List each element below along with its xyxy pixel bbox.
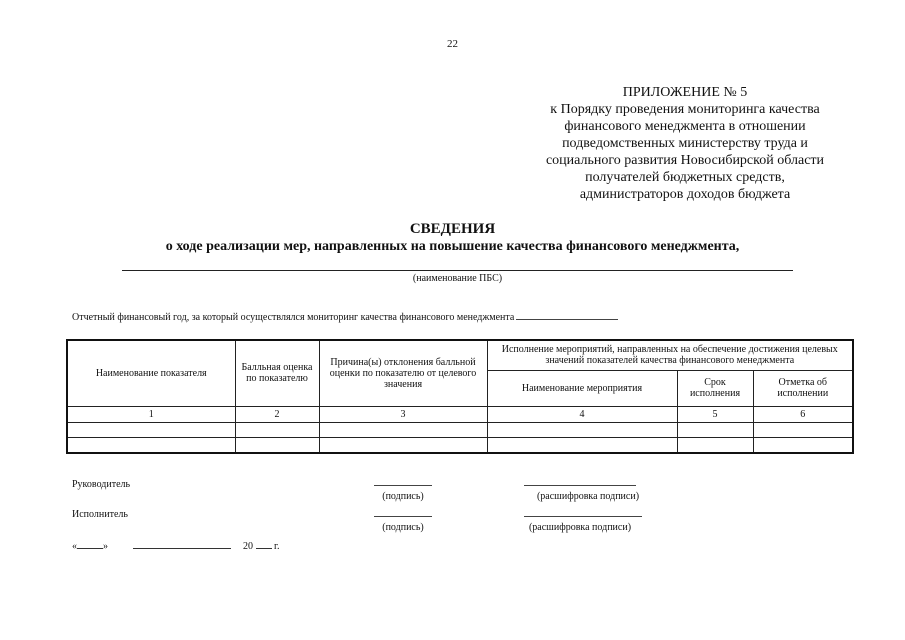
page-number: 22 [447,38,458,50]
column-number: 3 [319,406,487,422]
executor-signature-caption: (подпись) [382,522,424,533]
table-cell[interactable] [753,437,853,453]
col-completion-mark: Отметка об исполнении [753,370,853,406]
table-cell[interactable] [753,422,853,437]
date-day-blank [77,539,103,549]
appendix-line: к Порядку проведения мониторинга качества [550,102,820,117]
date-month-blank [133,539,231,549]
head-signature-caption: (подпись) [382,491,424,502]
table-row [67,422,853,437]
table-row [67,437,853,453]
appendix-line: финансового менеджмента в отношении [564,119,806,134]
table-cell[interactable] [487,437,677,453]
appendix-block [520,84,850,203]
table-cell[interactable] [677,422,753,437]
pbs-caption: (наименование ПБС) [412,273,503,284]
table-cell[interactable] [235,437,319,453]
table-cell[interactable] [319,437,487,453]
head-decode-line [524,485,636,486]
head-signature-line [374,485,432,486]
appendix-line: администраторов доходов бюджета [579,187,791,202]
date-year-prefix: 20 [243,541,253,552]
pbs-name-line [122,270,793,271]
reporting-year-label: Отчетный финансовый год, за который осуществлялся мониторинг качества финансового менеджмента [72,312,515,323]
document-subheading: о ходе реализации мер, направленных на повышение качества финансового менеджмента, [165,239,740,254]
executor-signature-line [374,516,432,517]
appendix-line: социального развития Новосибирской области [545,153,825,168]
reporting-year-blank [516,310,618,320]
column-number: 4 [487,406,677,422]
date-close-quote: » [103,541,108,552]
date-year-suffix: г. [274,541,280,552]
date-year-blank [256,539,272,549]
column-number: 6 [753,406,853,422]
table-cell[interactable] [487,422,677,437]
table-cell[interactable] [319,422,487,437]
column-number-row [67,406,853,422]
appendix-line: получателей бюджетных средств, [585,170,785,185]
column-number: 2 [235,406,319,422]
col-measure-name: Наименование мероприятия [487,370,677,406]
head-decode-caption: (расшифровка подписи) [536,491,640,502]
executor-decode-caption: (расшифровка подписи) [528,522,632,533]
date-open-quote: « [72,541,77,552]
table-cell[interactable] [67,422,235,437]
executor-label: Исполнитель [72,509,128,520]
head-label: Руководитель [72,479,131,490]
table-cell[interactable] [67,437,235,453]
reporting-year-row [72,310,618,323]
col-deviation-reason: Причина(ы) отклонения балльной оценки по показателю от целевого значения [319,340,487,406]
col-score: Балльная оценка по показателю [235,340,319,406]
measures-table [66,339,854,454]
table-cell[interactable] [677,437,753,453]
column-number: 1 [67,406,235,422]
date-row [72,539,279,552]
col-group-measures: Исполнение мероприятий, направленных на обеспечение достижения целевых значений показателей качества финансового менеджмента [487,340,853,370]
col-deadline: Срок исполнения [677,370,753,406]
document-heading: СВЕДЕНИЯ [409,221,496,237]
column-number: 5 [677,406,753,422]
appendix-line: подведомственных министерству труда и [562,136,808,151]
executor-decode-line [524,516,642,517]
col-indicator-name: Наименование показателя [67,340,235,406]
appendix-title: ПРИЛОЖЕНИЕ № 5 [622,85,748,100]
table-cell[interactable] [235,422,319,437]
